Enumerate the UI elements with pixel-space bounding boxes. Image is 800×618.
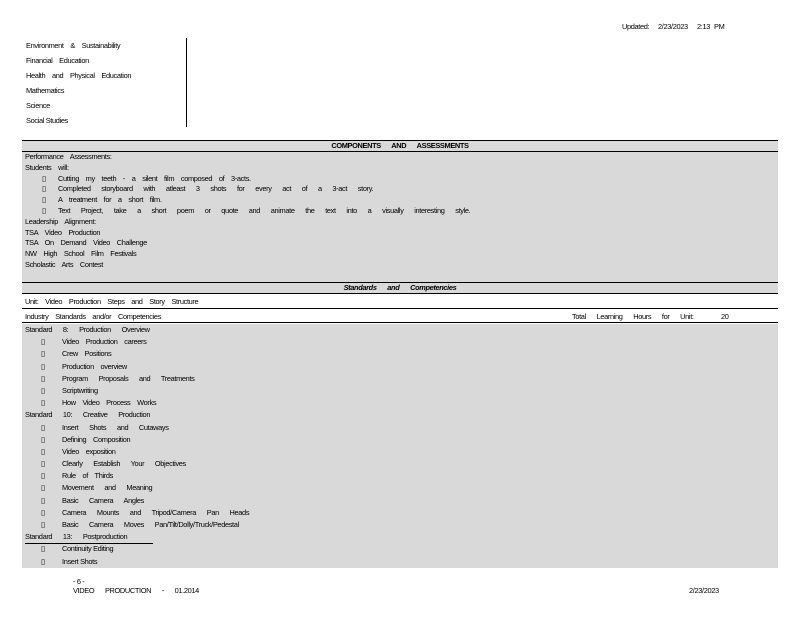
industry-label: Industry Standards and/or Competencies bbox=[25, 312, 162, 321]
students-will: Students will: bbox=[25, 162, 69, 172]
list-item: ▯ Camera Mounts and Tripod/Camera Pan Heads bbox=[22, 507, 778, 519]
updated-label: Updated: bbox=[622, 22, 650, 31]
bullet-icon: ▯ bbox=[42, 205, 46, 215]
bullet-icon: ▯ bbox=[41, 520, 45, 529]
list-item: ▯ How Video Process Works bbox=[22, 397, 778, 409]
assessment-item: ▯ Cutting my teeth - a silent film composed of 3-acts. bbox=[42, 173, 251, 183]
bullet-icon: ▯ bbox=[41, 398, 45, 408]
updated-ampm: PM bbox=[714, 22, 725, 31]
bullet-icon: ▯ bbox=[42, 195, 46, 205]
updated-time: 2:13 bbox=[697, 22, 710, 31]
bullet-icon: ▯ bbox=[41, 422, 45, 432]
bullet-icon: ▯ bbox=[42, 173, 46, 183]
list-item: ▯ Continuity Editing bbox=[22, 543, 778, 555]
leadership-heading: Leadership Alignment: bbox=[25, 216, 96, 226]
components-title: COMPONENTS AND ASSESSMENTS bbox=[22, 141, 778, 151]
hours-value: 20 bbox=[721, 312, 729, 321]
page-number: - 6 - bbox=[73, 577, 85, 586]
list-item: ▯ Movement and Meaning bbox=[22, 482, 778, 494]
bullet-icon: ▯ bbox=[41, 434, 45, 444]
subject-item: Social Studies bbox=[26, 116, 68, 125]
hours-label: Total Learning Hours for Unit: bbox=[572, 312, 694, 321]
bullet-icon: ▯ bbox=[41, 495, 45, 505]
footer-date: 2/23/2023 bbox=[689, 586, 719, 595]
subject-item: Mathematics bbox=[26, 86, 65, 95]
list-item: ▯ Video exposition bbox=[22, 446, 778, 458]
list-item: ▯ Insert Shots bbox=[22, 556, 778, 568]
list-item: ▯ Production overview bbox=[22, 361, 778, 373]
bullet-icon: ▯ bbox=[41, 446, 45, 456]
standard-heading: Standard 13: Postproduction bbox=[22, 531, 778, 543]
alignment-item: TSA Video Production bbox=[25, 227, 101, 237]
bullet-icon: ▯ bbox=[41, 337, 45, 347]
alignment-item: NW High School Film Festivals bbox=[25, 249, 137, 259]
subject-divider bbox=[186, 38, 187, 127]
standard-heading: Standard 8: Production Overview bbox=[25, 325, 150, 334]
components-body bbox=[22, 152, 778, 282]
list-item: ▯ Video Production careers bbox=[22, 336, 778, 348]
assessment-item: ▯ Text Project, take a short poem or quote and animate the text into a visually interesting style. bbox=[42, 205, 471, 215]
list-item: ▯ Rule of Thirds bbox=[22, 470, 778, 482]
bullet-icon: ▯ bbox=[41, 544, 45, 554]
standard-heading: Standard 10: Creative Production bbox=[25, 410, 151, 420]
bullet-icon: ▯ bbox=[41, 483, 45, 493]
alignment-item: TSA On Demand Video Challenge bbox=[25, 238, 147, 248]
rule bbox=[22, 293, 778, 294]
list-item: ▯ Clearly Establish Your Objectives bbox=[22, 458, 778, 470]
bullet-icon: ▯ bbox=[41, 556, 45, 566]
alignment-item: Scholastic Arts Contest bbox=[25, 259, 103, 269]
bullet-icon: ▯ bbox=[41, 349, 45, 359]
subject-item: Environment & Sustainability bbox=[26, 41, 121, 50]
subject-list bbox=[26, 40, 131, 130]
list-item: ▯ Program Proposals and Treatments bbox=[22, 373, 778, 385]
list-item: ▯ Defining Composition bbox=[22, 434, 778, 446]
bullet-icon: ▯ bbox=[41, 471, 45, 481]
assessment-item: ▯ A treatment for a short film. bbox=[42, 195, 162, 205]
industry-row bbox=[22, 311, 781, 322]
list-item: ▯ Scriptwriting bbox=[22, 385, 778, 397]
standards-list bbox=[22, 324, 778, 568]
bullet-icon: ▯ bbox=[41, 373, 45, 383]
list-item: ▯ Crew Positions bbox=[22, 348, 778, 360]
rule bbox=[22, 322, 778, 323]
subject-item: Health and Physical Education bbox=[26, 71, 132, 80]
standards-title: Standards and Competencies bbox=[22, 283, 778, 293]
list-item: ▯ Basic Camera Angles bbox=[22, 495, 778, 507]
list-item: ▯ Basic Camera Moves Pan/Tilt/Dolly/Truck/Pedestal bbox=[22, 519, 778, 531]
bullet-icon: ▯ bbox=[42, 184, 46, 194]
updated-date: 2/23/2023 bbox=[658, 22, 688, 31]
bullet-icon: ▯ bbox=[41, 361, 45, 371]
list-item: ▯ Insert Shots and Cutaways bbox=[22, 422, 778, 434]
bullet-icon: ▯ bbox=[41, 507, 45, 517]
unit-row: Unit: Video Production Steps and Story Structure bbox=[25, 297, 199, 306]
assessment-item: ▯ Completed storyboard with atleast 3 shots for every act of a 3-act story. bbox=[42, 184, 374, 194]
rule bbox=[22, 308, 778, 309]
footer-doc-title: VIDEO PRODUCTION - 01.2014 bbox=[73, 586, 199, 595]
bullet-icon: ▯ bbox=[41, 459, 45, 469]
subject-item: Financial Education bbox=[26, 56, 89, 65]
performance-heading: Performance Assessments: bbox=[25, 152, 112, 161]
bullet-icon: ▯ bbox=[41, 385, 45, 395]
subject-item: Science bbox=[26, 101, 50, 110]
